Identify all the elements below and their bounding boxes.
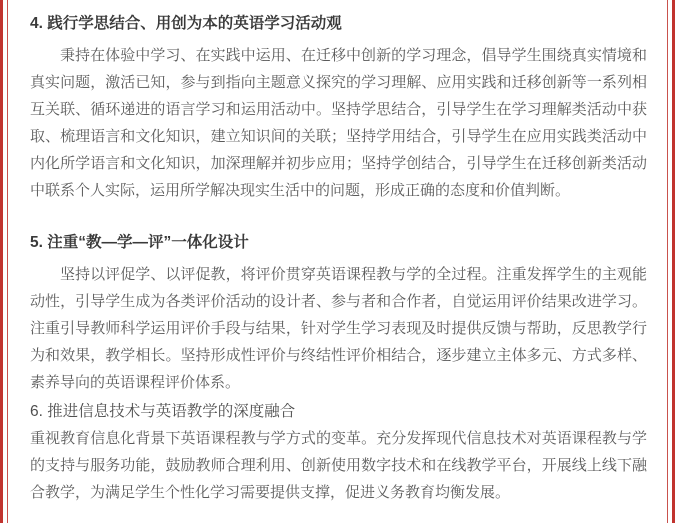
- section-4-paragraph: 秉持在体验中学习、在实践中运用、在迁移中创新的学习理念，倡导学生围绕真实情境和真实问题，激活已知，参与到指向主题意义探究的学习理解、应用实践和迁移创新等一系列相互关联、循环递进的语言学习和运用活动中。坚持学思结合，引导学生在学习理解类活动中获取、梳理语言和文化知识，建立知识间的关联；坚持学用结合，引导学生在应用实践类活动中内化所学语言和文化知识，加深理解并初步应用；坚持学创结合，引导学生在迁移创新类活动中联系个人实际，运用所学解决现实生活中的问题，形成正确的态度和价值判断。: [30, 47, 647, 199]
- section-4-heading: 4. 践行学思结合、用创为本的英语学习活动观: [30, 15, 342, 32]
- document-content: [8, 0, 667, 523]
- section-6-heading: 6. 推进信息技术与英语教学的深度融合: [30, 403, 296, 420]
- section-5-paragraph: 坚持以评促学、以评促教，将评价贯穿英语课程教与学的全过程。注重发挥学生的主观能动性，引导学生成为各类评价活动的设计者、参与者和合作者，自觉运用评价结果改进学习。注重引导教师科学运用评价手段与结果，针对学生学习表现及时提供反馈与帮助，反思教学行为和效果，教学相长。坚持形成性评价与终结性评价相结合，逐步建立主体多元、方式多样、素养导向的英语课程评价体系。: [30, 266, 647, 391]
- page-red-frame: [7, 0, 668, 523]
- section-5-heading: 5. 注重“教—学—评”一体化设计: [30, 234, 249, 251]
- section-6: [30, 398, 647, 506]
- section-5: [30, 231, 647, 396]
- section-6-paragraph: 重视教育信息化背景下英语课程教与学方式的变革。充分发挥现代信息技术对英语课程教与学的支持与服务功能，鼓励教师合理利用、创新使用数字技术和在线教学平台，开展线上线下融合教学，为满足学生个性化学习需要提供支撑，促进义务教育均衡发展。: [30, 430, 647, 501]
- section-4: [30, 12, 647, 204]
